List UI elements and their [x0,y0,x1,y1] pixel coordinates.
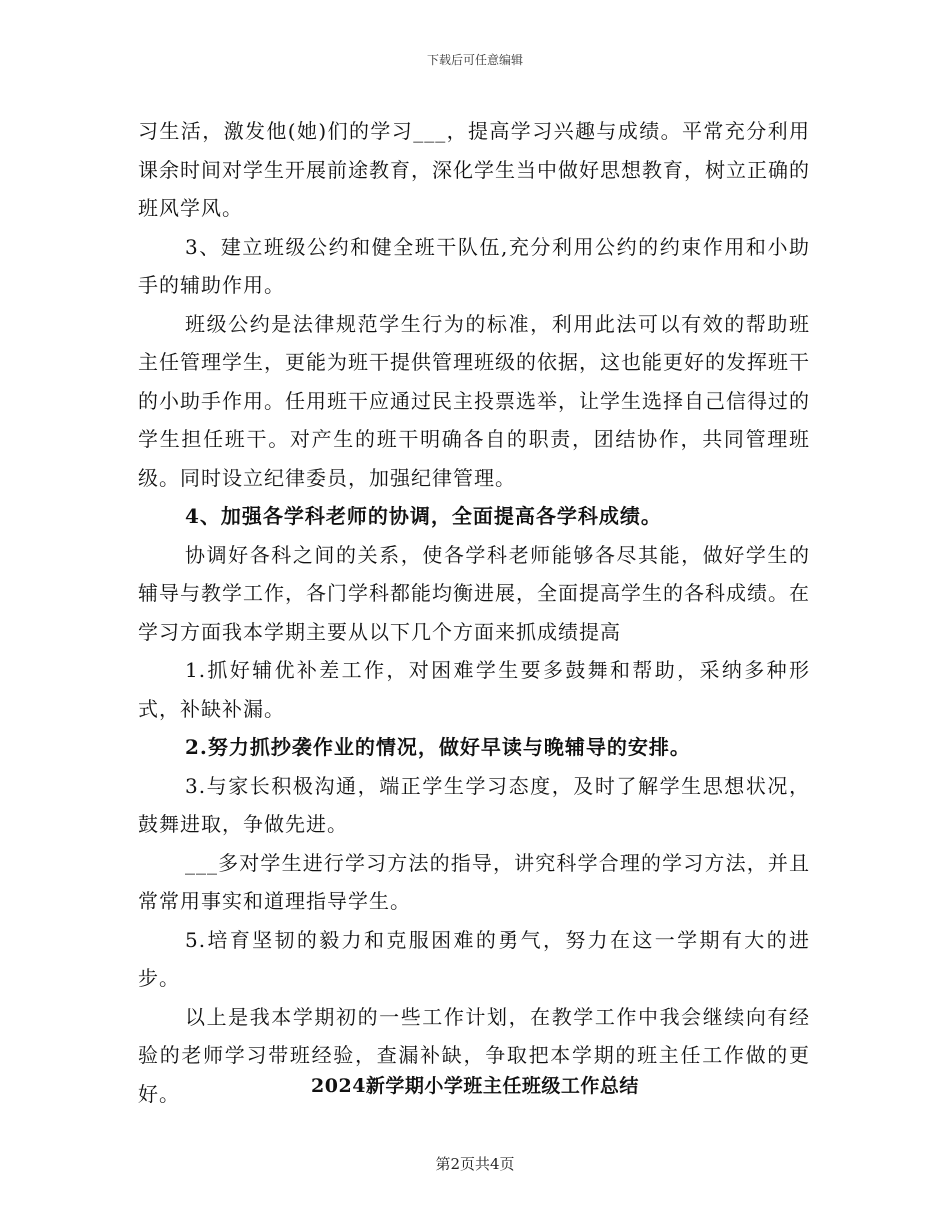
paragraph-5: 协调好各科之间的关系，使各学科老师能够各尽其能，做好学生的辅导与教学工作，各门学科都能均衡进展，全面提高学生的各科成绩。在学习方面我本学期主要从以下几个方面来抓成绩提高 [138,542,810,644]
closing-paragraph: 以上是我本学期初的一些工作计划，在教学工作中我会继续向有经验的老师学习带班经验，查漏补缺，争取把本学期的班主任工作做的更好。 [138,1004,810,1106]
document-body [138,112,810,1113]
paragraph-2: 3、建立班级公约和健全班干队伍,充分利用公约的约束作用和小助手的辅助作用。 [138,234,810,297]
list-item-2: 2.努力抓抄袭作业的情况，做好早读与晚辅导的安排。 [185,735,691,759]
paragraph-3: 班级公约是法律规范学生行为的标准，利用此法可以有效的帮助班主任管理学生，更能为班干提供管理班级的依据，这也能更好的发挥班干的小助手作用。任用班干应通过民主投票选举，让学生选择自己信得过的学生担任班干。对产生的班干明确各自的职责，团结协作，共同管理班级。同时设立纪律委员，加强纪律管理。 [138,311,810,490]
page-number: 第2页共4页 [435,1155,515,1173]
list-item-5: 5.培育坚韧的毅力和克服困难的勇气，努力在这一学期有大的进步。 [138,927,810,990]
document-title: 2024新学期小学班主任班级工作总结 [311,1075,639,1097]
section-heading-4: 4、加强各学科老师的协调，全面提高各学科成绩。 [185,504,662,528]
paragraph-1: 习生活，激发他(她)们的学习___，提高学习兴趣与成绩。平常充分利用课余时间对学生开展前途教育，深化学生当中做好思想教育，树立正确的班风学风。 [138,119,810,220]
list-item-4: ___多对学生进行学习方法的指导，讲究科学合理的学习方法，并且常常用事实和道理指导学生。 [138,850,810,913]
list-item-3: 3.与家长积极沟通，端正学生学习态度，及时了解学生思想状况，鼓舞进取，争做先进。 [138,773,810,836]
page-header: 下载后可任意编辑 [426,53,523,67]
list-item-1: 1.抓好辅优补差工作，对困难学生要多鼓舞和帮助，采纳多种形式，补缺补漏。 [138,658,810,721]
